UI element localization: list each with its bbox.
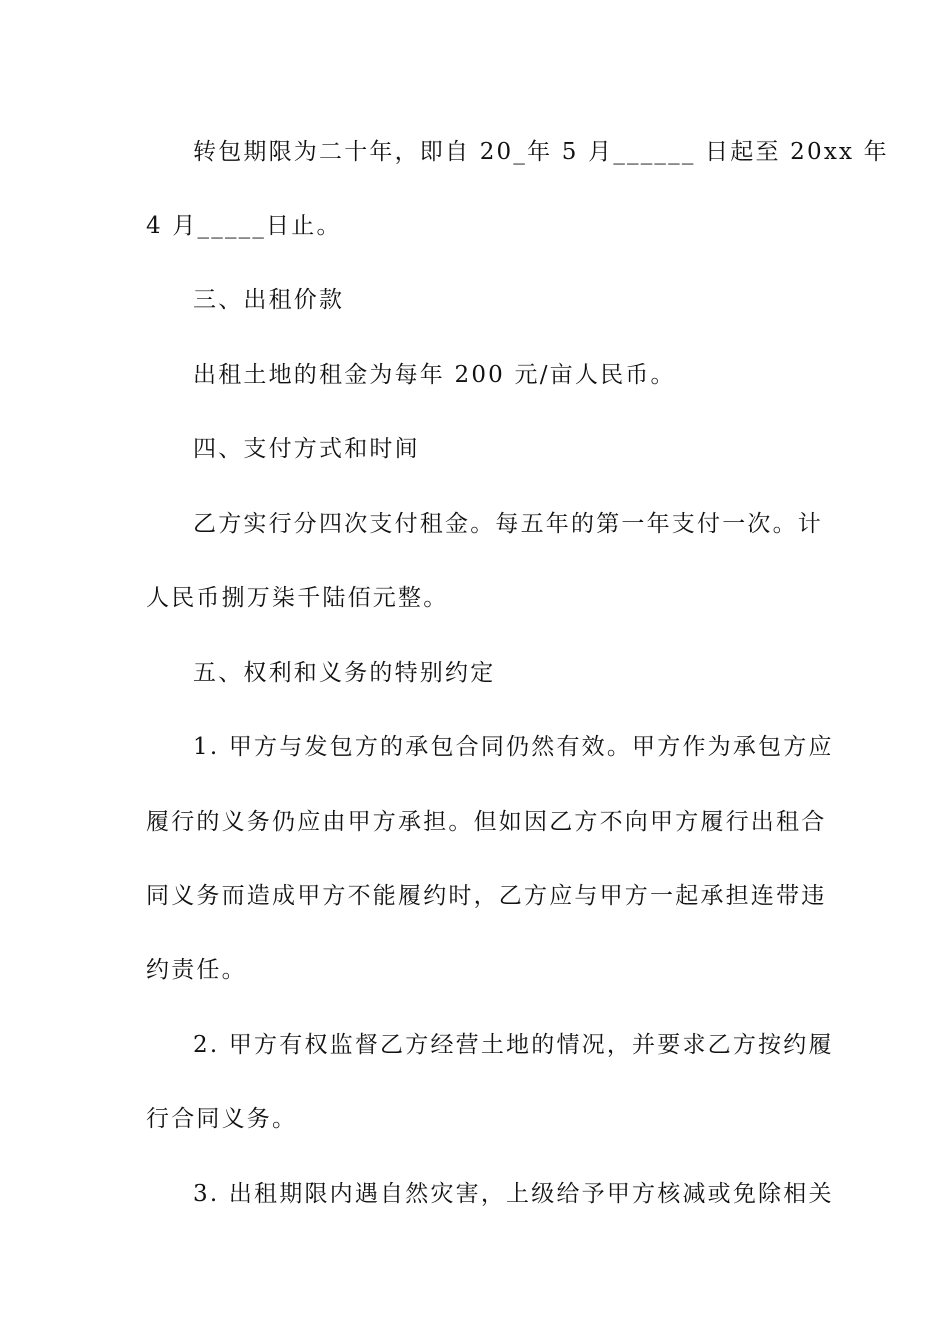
paragraph-line: 1. 甲方与发包方的承包合同仍然有效。甲方作为承包方应 bbox=[193, 734, 834, 760]
paragraph-line: 履行的义务仍应由甲方承担。但如因乙方不向甲方履行出租合 bbox=[146, 809, 827, 835]
paragraph-line: 约责任。 bbox=[146, 957, 247, 983]
paragraph-line: 4 月_____日止。 bbox=[146, 213, 342, 239]
paragraph-line: 行合同义务。 bbox=[146, 1106, 298, 1132]
section-heading: 三、出租价款 bbox=[193, 287, 345, 313]
paragraph-line: 人民币捌万柒千陆佰元整。 bbox=[146, 585, 449, 611]
paragraph-line: 乙方实行分四次支付租金。每五年的第一年支付一次。计 bbox=[193, 511, 823, 537]
paragraph-line: 3. 出租期限内遇自然灾害，上级给予甲方核减或免除相关 bbox=[193, 1181, 834, 1207]
paragraph-line: 同义务而造成甲方不能履约时，乙方应与甲方一起承担连带违 bbox=[146, 883, 827, 909]
section-heading: 五、权利和义务的特别约定 bbox=[193, 660, 496, 686]
section-heading: 四、支付方式和时间 bbox=[193, 436, 420, 462]
paragraph-line: 2. 甲方有权监督乙方经营土地的情况，并要求乙方按约履 bbox=[193, 1032, 834, 1058]
paragraph-line: 出租土地的租金为每年 200 元/亩人民币。 bbox=[193, 362, 676, 388]
paragraph-line: 转包期限为二十年，即自 20_年 5 月______ 日起至 20xx 年 bbox=[193, 139, 889, 165]
